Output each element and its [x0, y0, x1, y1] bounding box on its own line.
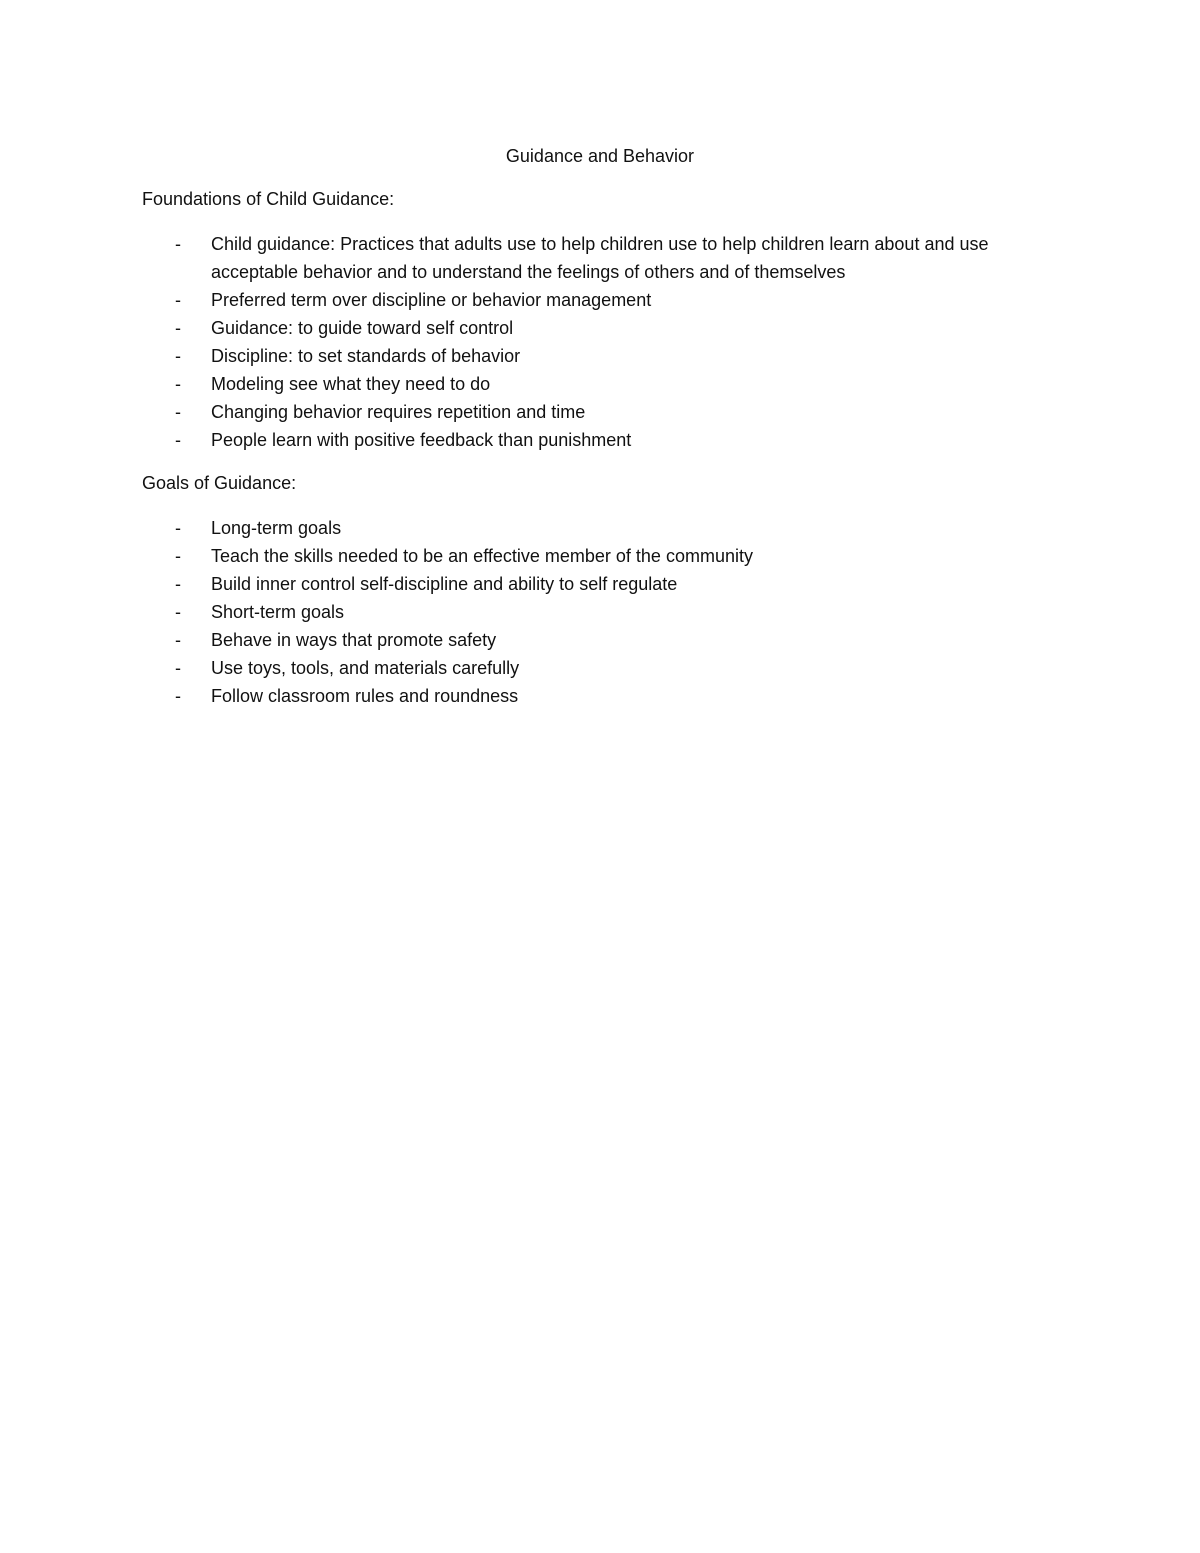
document-title: Guidance and Behavior — [505, 146, 695, 166]
bullet-dash: - — [175, 290, 181, 310]
goals-list — [142, 514, 1042, 710]
section-heading-foundations: Foundations of Child Guidance: — [142, 189, 395, 209]
list-item-text: Preferred term over discipline or behavior management — [211, 290, 652, 310]
list-item-text: Discipline: to set standards of behavior — [211, 346, 521, 366]
list-item-text: Teach the skills needed to be an effective member of the community — [211, 546, 753, 566]
list-item-text: People learn with positive feedback than punishment — [211, 430, 632, 450]
bullet-dash: - — [175, 574, 181, 594]
list-item — [142, 398, 1042, 426]
list-item — [142, 370, 1042, 398]
bullet-dash: - — [175, 686, 181, 706]
list-item — [142, 682, 1042, 710]
bullet-dash: - — [175, 546, 181, 566]
list-item-text: Child guidance: Practices that adults use to help children use to help children learn about and use acceptable behavior and to understand the feelings of others and of themselves — [211, 234, 989, 282]
list-item-text: Short-term goals — [211, 602, 345, 622]
list-item — [142, 286, 1042, 314]
bullet-dash: - — [175, 658, 181, 678]
bullet-dash: - — [175, 318, 181, 338]
list-item-text: Changing behavior requires repetition and time — [211, 402, 586, 422]
section-foundations — [142, 187, 1042, 454]
foundations-list — [142, 230, 1042, 454]
list-item-text: Behave in ways that promote safety — [211, 630, 497, 650]
bullet-dash: - — [175, 374, 181, 394]
bullet-dash: - — [175, 602, 181, 622]
bullet-dash: - — [175, 234, 181, 254]
list-item — [142, 570, 1042, 598]
list-item — [142, 626, 1042, 654]
bullet-dash: - — [175, 346, 181, 366]
bullet-dash: - — [175, 518, 181, 538]
list-item-text: Long-term goals — [211, 518, 342, 538]
section-goals — [142, 471, 1042, 710]
list-item — [142, 598, 1042, 626]
list-item-text: Modeling see what they need to do — [211, 374, 491, 394]
list-item — [142, 654, 1042, 682]
bullet-dash: - — [175, 630, 181, 650]
list-item — [142, 314, 1042, 342]
list-item — [142, 342, 1042, 370]
list-item — [142, 230, 1042, 286]
list-item — [142, 542, 1042, 570]
list-item-text: Follow classroom rules and roundness — [211, 686, 519, 706]
bullet-dash: - — [175, 430, 181, 450]
list-item-text: Build inner control self-discipline and ability to self regulate — [211, 574, 678, 594]
section-heading-goals: Goals of Guidance: — [142, 473, 297, 493]
list-item — [142, 514, 1042, 542]
list-item-text: Guidance: to guide toward self control — [211, 318, 514, 338]
list-item-text: Use toys, tools, and materials carefully — [211, 658, 520, 678]
list-item — [142, 426, 1042, 454]
bullet-dash: - — [175, 402, 181, 422]
